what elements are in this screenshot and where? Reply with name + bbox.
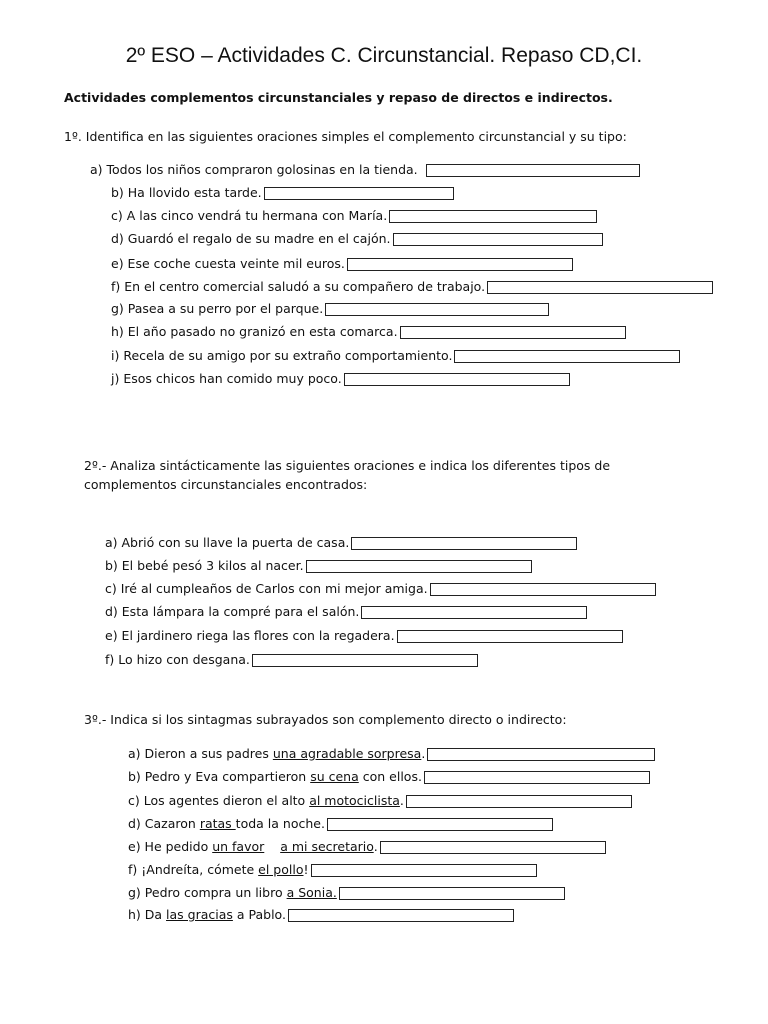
- q3-item-d: [128, 815, 553, 832]
- underlined-phrase: una agradable sorpresa: [272, 746, 422, 761]
- q1-item-h: [111, 323, 626, 340]
- answer-field[interactable]: [380, 841, 606, 854]
- answer-field[interactable]: [406, 795, 632, 808]
- q3-item-text: h) Da: [128, 907, 167, 922]
- answer-field[interactable]: [397, 630, 623, 643]
- q2-item-text: c) Iré al cumpleaños de Carlos con mi mejor amiga.: [105, 581, 428, 596]
- underlined-phrase: un favor: [212, 839, 265, 854]
- underlined-phrase: ratas: [199, 816, 236, 831]
- q3-item-text: .: [421, 746, 426, 761]
- q1-item-text: h) El año pasado no granizó en esta comarca.: [111, 324, 398, 339]
- q2-item-d: [105, 603, 587, 620]
- q3-item-text: .: [373, 839, 378, 854]
- answer-field[interactable]: [288, 909, 514, 922]
- q1-item-text: e) Ese coche cuesta veinte mil euros.: [111, 256, 345, 271]
- q3-item-g: [128, 884, 565, 901]
- answer-field[interactable]: [424, 771, 650, 784]
- q3-item-f: [128, 861, 537, 878]
- q2-item-f: [105, 651, 478, 668]
- q1-item-text: g) Pasea a su perro por el parque.: [111, 301, 324, 316]
- answer-field[interactable]: [361, 606, 587, 619]
- q1-item-text: a) Todos los niños compraron golosinas en la tienda.: [90, 162, 418, 177]
- answer-field[interactable]: [389, 210, 597, 223]
- q2-prompt: 2º.- Analiza sintácticamente las siguientes oraciones e indica los diferentes tipos de complementos circunstanciales encontrados:: [84, 458, 611, 492]
- q1-item-text: f) En el centro comercial saludó a su compañero de trabajo.: [111, 279, 486, 294]
- q1-item-text: i) Recela de su amigo por su extraño comportamiento.: [111, 348, 453, 363]
- q3-item-e: [128, 838, 606, 855]
- q3-item-text: a) Dieron a sus padres: [128, 746, 273, 761]
- q3-item-text: b) Pedro y Eva compartieron: [128, 769, 311, 784]
- answer-field[interactable]: [393, 233, 603, 246]
- q3-item-text: c) Los agentes dieron el alto: [128, 793, 310, 808]
- q3-item-b: [128, 768, 650, 785]
- q1-item-text: b) Ha llovido esta tarde.: [111, 185, 262, 200]
- q3-item-text: f) ¡Andreíta, cómete: [128, 862, 259, 877]
- underlined-phrase: a mi secretario: [280, 839, 374, 854]
- q1-item-i: [111, 347, 680, 364]
- q1-item-text: j) Esos chicos han comido muy poco.: [111, 371, 342, 386]
- page-subtitle: Actividades complementos circunstanciales y repaso de directos e indirectos.: [64, 90, 613, 105]
- q3-item-text: a Pablo.: [232, 907, 286, 922]
- q2-item-e: [105, 627, 623, 644]
- q1-item-g: [111, 300, 549, 317]
- answer-field[interactable]: [327, 818, 553, 831]
- answer-field[interactable]: [454, 350, 680, 363]
- answer-field[interactable]: [264, 187, 454, 200]
- underlined-phrase: al motociclista: [309, 793, 400, 808]
- q3-prompt: 3º.- Indica si los sintagmas subrayados son complemento directo o indirecto:: [84, 712, 567, 727]
- q3-item-text: g) Pedro compra un libro: [128, 885, 287, 900]
- q1-item-a: [90, 161, 640, 178]
- page-title: 2º ESO – Actividades C. Circunstancial. Repaso CD,CI.: [125, 44, 643, 67]
- q1-item-text: d) Guardó el regalo de su madre en el cajón.: [111, 231, 391, 246]
- q2-item-text: b) El bebé pesó 3 kilos al nacer.: [105, 558, 304, 573]
- q1-item-e: [111, 255, 573, 272]
- q3-item-c: [128, 792, 632, 809]
- q1-item-b: [111, 184, 454, 201]
- q1-item-c: [111, 207, 597, 224]
- answer-field[interactable]: [430, 583, 656, 596]
- q1-item-d: [111, 230, 603, 247]
- q3-item-text: con ellos.: [358, 769, 422, 784]
- answer-field[interactable]: [487, 281, 713, 294]
- answer-field[interactable]: [252, 654, 478, 667]
- q2-item-a: [105, 534, 577, 551]
- q1-item-f: [111, 278, 713, 295]
- answer-field[interactable]: [400, 326, 626, 339]
- answer-field[interactable]: [325, 303, 549, 316]
- answer-field[interactable]: [339, 887, 565, 900]
- q3-item-text: d) Cazaron: [128, 816, 200, 831]
- q2-item-text: f) Lo hizo con desgana.: [105, 652, 250, 667]
- q3-item-text: toda la noche.: [235, 816, 325, 831]
- answer-field[interactable]: [347, 258, 573, 271]
- answer-field[interactable]: [351, 537, 577, 550]
- answer-field[interactable]: [344, 373, 570, 386]
- q2-item-b: [105, 557, 532, 574]
- underlined-phrase: las gracias: [166, 907, 233, 922]
- underlined-phrase: su cena: [310, 769, 359, 784]
- q3-item-text: [264, 839, 280, 854]
- q2-item-c: [105, 580, 656, 597]
- q2-item-text: e) El jardinero riega las flores con la regadera.: [105, 628, 395, 643]
- q3-item-text: !: [303, 862, 309, 877]
- q1-prompt: 1º. Identifica en las siguientes oraciones simples el complemento circunstancial y su tipo:: [64, 129, 627, 144]
- underlined-phrase: el pollo: [258, 862, 304, 877]
- q3-item-h: [128, 906, 514, 923]
- answer-field[interactable]: [306, 560, 532, 573]
- answer-field[interactable]: [311, 864, 537, 877]
- answer-field[interactable]: [427, 748, 655, 761]
- q3-item-a: [128, 745, 655, 762]
- q3-item-text: .: [399, 793, 404, 808]
- q1-item-j: [111, 370, 570, 387]
- answer-field[interactable]: [426, 164, 640, 177]
- underlined-phrase: a Sonia.: [286, 885, 337, 900]
- q3-item-text: e) He pedido: [128, 839, 213, 854]
- q1-item-text: c) A las cinco vendrá tu hermana con María.: [111, 208, 388, 223]
- q2-item-text: d) Esta lámpara la compré para el salón.: [105, 604, 360, 619]
- q2-item-text: a) Abrió con su llave la puerta de casa.: [105, 535, 350, 550]
